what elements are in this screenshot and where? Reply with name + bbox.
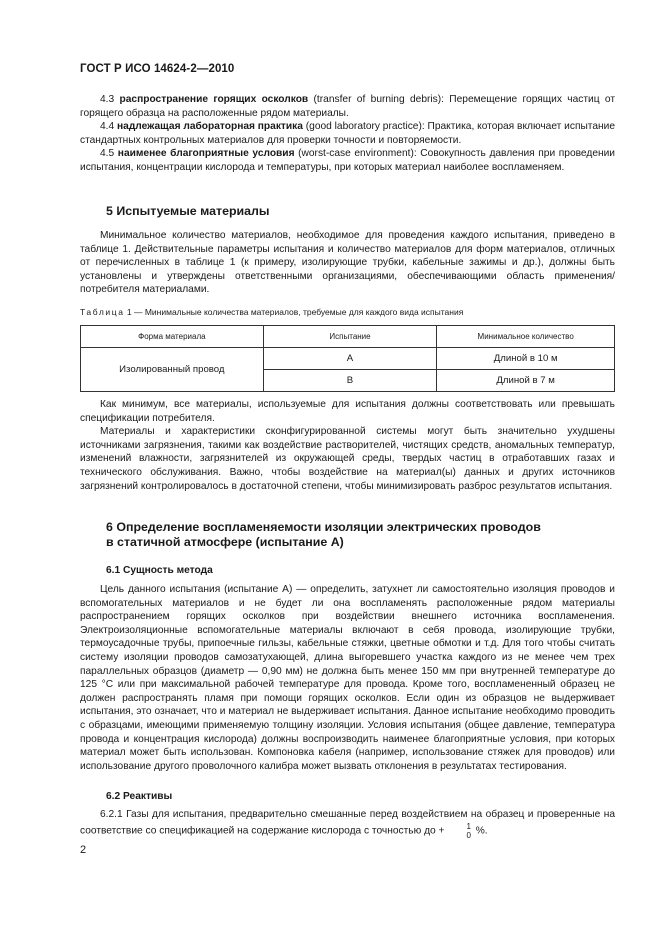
subsection-6-2-body xyxy=(80,808,615,840)
table-1 xyxy=(80,325,615,392)
section-5-body xyxy=(80,229,615,297)
table-cell-qty: Длиной в 10 м xyxy=(437,348,615,370)
table-header-cell: Минимальное количество xyxy=(437,326,615,348)
table-cell-test: А xyxy=(263,348,437,370)
section-5-body-cont xyxy=(80,398,615,493)
document-header: ГОСТ Р ИСО 14624-2—2010 xyxy=(80,63,235,75)
table-cell-qty: Длиной в 7 м xyxy=(437,370,615,392)
definition-term: наименее благоприятные условия xyxy=(117,148,295,160)
table-header-cell: Форма материала xyxy=(81,326,264,348)
table-1-caption: Таблица 1 — Минимальные количества материалов, требуемые для каждого вида испытания xyxy=(80,307,464,317)
section-5-paragraph: Минимальное количество материалов, необходимое для проведения каждого испытания, приведено в таблице 1. Действительные параметры испытания и количество материалов для форм материалов, отличных от перечисленных в таблице 1 (к примеру, изолирующие трубки, кабельные зажимы и др.), должны быть установлены и утверждены ответственными организациями, обеспечивающими область применения/потребителя материалами. xyxy=(80,230,615,296)
definition-4-5: 4.5 наименее благоприятные условия (worst-case environment): Совокупность давления при проведении испытания, концентрации кислорода и температуры, при которых материал наиболее воспламеняем. xyxy=(80,148,615,173)
section-5-paragraph: Как минимум, все материалы, используемые для испытания должны соответствовать или превышать спецификации потребителя. xyxy=(80,399,615,424)
table-header-row xyxy=(81,326,615,348)
subsection-6-1-paragraph: Цель данного испытания (испытание А) — определить, затухнет ли самостоятельно изоляция проводов и вспомогательных материалов и не будет ли она воспламенять расположенные рядом материалы распространением горящих осколков при воздействии внешнего источника воспламенения. Электроизоляционные вспомогательные материалы включают в себя провода, изолирующие трубки, термоусадочные трубы, припоечные гильзы, кабельные стяжки, цветные обмотки и т.д. Для того чтобы считать систему изоляции проводов самозатухающей, длина выгоревшего участка каждого из не менее чем трех параллельных образцов (диаметр — 0,90 мм) не должна быть менее 150 мм при внутренней температуре до 125 °С или при максимальной рабочей температуре для провода. Кроме того, воспламененный образец не должен распространять пламя при помощи горящих осколков. Если один из образцов не выдерживает испытания, это означает, что и материал не выдерживает испытания. Данное испытание необходимо проводить с образцами, имеющими применяемую толщину изоляции. Условия испытания (общее давление, температура провода и концентрация кислорода) должны воспроизводить наименее благоприятные условия, при которых материал может быть использован. Компоновка кабеля (например, использование стяжек для проводов) или использование другого проволочного калибра может вызвать отклонения в результатах тестирования. xyxy=(80,584,615,772)
section-6-title: 6 Определение воспламеняемости изоляции электрических проводов в статичной атмосфере (испытание А) xyxy=(106,520,541,549)
tolerance-fraction: 1 0 xyxy=(466,821,471,840)
definition-4-3: 4.3 распространение горящих осколков (transfer of burning debris): Перемещение горящих частиц от горящего образца на расположенные рядом материалы. xyxy=(80,94,615,119)
section-5-title: 5 Испытуемые материалы xyxy=(106,204,270,218)
definition-4-4: 4.4 надлежащая лабораторная практика (good laboratory practice): Практика, которая включает испытание стандартных контрольных материалов для проверки точности и повторяемости. xyxy=(80,121,616,146)
page-number: 2 xyxy=(80,844,87,856)
definition-term: надлежащая лабораторная практика xyxy=(117,121,303,133)
definition-term: распространение горящих осколков xyxy=(119,94,309,105)
table-row xyxy=(81,348,615,370)
definitions-block xyxy=(80,93,615,175)
subsection-6-1-title: 6.1 Сущность метода xyxy=(106,565,213,576)
section-5-paragraph: Материалы и характеристики сконфигурированной системы могут быть значительно ухудшены источниками загрязнения, такими как воздействие растворителей, чистящих средств, аномальных температур, изменений влажности, загрязнителей из окружающей среды, твердых частиц в отработавших газах и технического обслуживания. Важно, чтобы воздействие на материал(ы) данных и других источников загрязнений контролировалось в достаточной степени, чтобы минимизировать разброс результатов испытания. xyxy=(80,426,615,492)
table-header-cell: Испытание xyxy=(263,326,437,348)
table-cell-form: Изолированный провод xyxy=(81,348,264,392)
clause-6-2-1: 6.2.1 Газы для испытания, предварительно смешанные перед воздействием на образец и проверенные на соответствие со спецификацией на содержание кислорода с точностью до + 1 0 %. xyxy=(80,809,615,840)
table-cell-test: В xyxy=(263,370,437,392)
subsection-6-1-body xyxy=(80,583,615,773)
subsection-6-2-title: 6.2 Реактивы xyxy=(106,791,173,802)
